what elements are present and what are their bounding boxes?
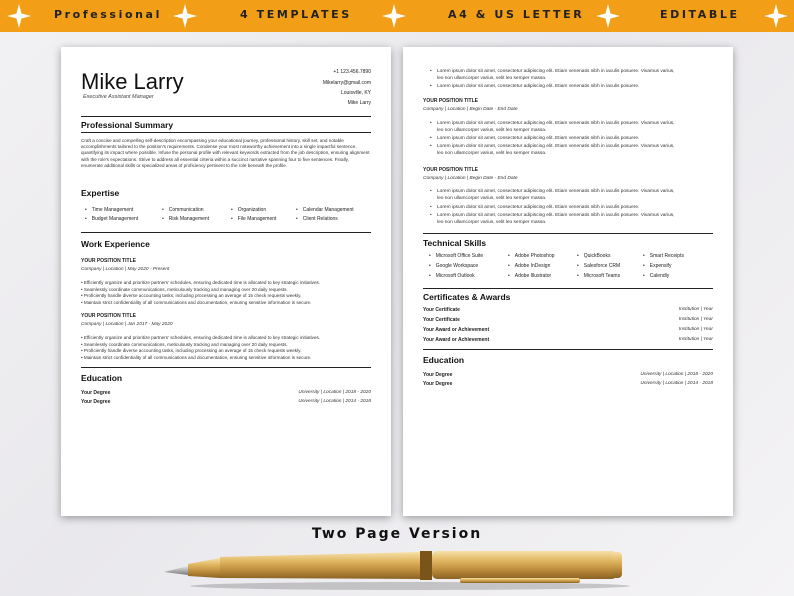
divider [81, 116, 371, 117]
bullet-line: • Lorem ipsum dolor sit amet, consectetur adipiscing elit. Etiam venenatis nibh in iaculis posuere. Vivamus varius, [437, 213, 674, 218]
skill-item: • Adobe InDesign [508, 263, 550, 269]
sparkle-icon [381, 3, 407, 29]
divider [423, 349, 713, 350]
contact-email: Mikelarry@gmail.com [322, 80, 371, 86]
education-degree: Your Degree [81, 390, 111, 396]
job-bullet: • Maintain strict confidentiality of all communications and documentation, ensuring sensitive information is secure. [81, 299, 312, 305]
bullet-continuation: leo non ullamcorper varius, velit leo semper massa. [437, 220, 547, 225]
sparkle-icon [763, 3, 789, 29]
education-heading: Education [423, 355, 465, 365]
skill-item: • QuickBooks [577, 253, 610, 259]
sparkle-icon [6, 3, 32, 29]
job-bullet: • Proficiently handle diverse accounting tasks, including processing an average of 15 check requests weekly. [81, 348, 302, 353]
resume-page-1 [61, 47, 391, 516]
job-bullet: • Maintain strict confidentiality of all communications and documentation, ensuring sensitive information is secure. [81, 354, 312, 360]
expertise-heading: Expertise [81, 188, 120, 198]
bullet-line: • Lorem ipsum dolor sit amet, consectetur adipiscing elit. Etiam venenatis nibh in iaculis posuere. Vivamus varius, [437, 69, 674, 74]
job-meta: Company | Location | Begin Date - End Date [423, 176, 518, 181]
certificate-name: Your Certificate [423, 317, 460, 323]
summary-heading: Professional Summary [81, 120, 174, 130]
resume-subtitle: Executive Assistant Manager [83, 94, 154, 100]
divider [81, 132, 371, 133]
contact-name: Mike Larry [347, 100, 371, 106]
certificates-heading: Certificates & Awards [423, 292, 511, 302]
skill-item: • Smart Receipts [643, 253, 684, 259]
contact-phone: +1 123.456.7890 [333, 69, 371, 75]
skill-item: • Adobe Photoshop [508, 253, 555, 259]
expertise-item: • Calendar Management [296, 207, 354, 213]
job-title: YOUR POSITION TITLE [423, 167, 479, 173]
job-bullet: • Proficiently handle diverse accounting tasks, including processing an average of 15 check requests weekly. [81, 293, 302, 298]
certificate-detail: Institution | Year [678, 307, 713, 312]
divider [423, 233, 713, 234]
certificate-name: Your Certificate [423, 307, 460, 313]
skill-item: • Microsoft Teams [577, 273, 620, 279]
skills-heading: Technical Skills [423, 238, 487, 248]
resume-page-2 [403, 47, 733, 516]
skill-item: • Microsoft Outlook [429, 273, 475, 279]
gold-pen-image [160, 542, 640, 592]
sparkle-icon [595, 3, 621, 29]
banner-label-editable: EDITABLE [660, 8, 740, 21]
expertise-item: • Risk Management [162, 216, 209, 222]
job-title: YOUR POSITION TITLE [81, 258, 137, 264]
bullet-continuation: leo non ullamcorper varius, velit leo semper massa. [437, 151, 547, 156]
bullet-continuation: leo non ullamcorper varius, velit leo semper massa. [437, 196, 547, 201]
expertise-item: • Time Management [85, 207, 133, 213]
bullet-line: • Lorem ipsum dolor sit amet, consectetur adipiscing elit. Etiam venenatis nibh in iaculis posuere. Vivamus varius, [437, 144, 674, 149]
version-caption: Two Page Version [311, 526, 483, 542]
banner-label-templates: 4 TEMPLATES [240, 8, 352, 21]
bullet-line: • Lorem ipsum dolor sit amet, consectetur adipiscing elit. Etiam venenatis nibh in iaculis posuere. Vivamus varius, [437, 189, 674, 194]
skill-item: • Adobe Illustrator [508, 273, 551, 279]
education-heading: Education [81, 373, 123, 383]
skill-item: • Google Workspace [429, 263, 478, 269]
skill-item: • Salesforce CRM [577, 263, 620, 269]
job-bullet: • Seamlessly coordinate communications, meticulously tracking and managing over 20 daily requests. [81, 341, 288, 347]
bullet-line: • Lorem ipsum dolor sit amet, consectetur adipiscing elit. Etiam venenatis nibh in iaculis posuere. [437, 205, 639, 210]
expertise-item: • Organization [231, 207, 266, 213]
job-meta: Company | Location | May 2020 - Present [81, 267, 170, 272]
certificate-detail: Institution | Year [678, 317, 713, 322]
bullet-continuation: leo non ullamcorper varius, velit leo semper massa. [437, 76, 547, 81]
sparkle-icon [172, 3, 198, 29]
bullet-line: • Lorem ipsum dolor sit amet, consectetur adipiscing elit. Etiam venenatis nibh in iaculis posuere. Vivamus varius, [437, 121, 674, 126]
expertise-item: • File Management [231, 216, 276, 222]
bullet-line: • Lorem ipsum dolor sit amet, consectetur adipiscing elit. Etiam venenatis nibh in iaculis posuere. [437, 136, 639, 141]
job-meta: Company | Location | Jan 2017 - May 2020 [81, 322, 173, 327]
award-detail: Institution | Year [678, 327, 713, 332]
divider [81, 232, 371, 233]
top-banner [0, 0, 794, 32]
education-degree: Your Degree [423, 372, 453, 378]
award-detail: Institution | Year [678, 337, 713, 342]
job-bullet: • Efficiently organize and prioritize partners' schedules, ensuring dedicated time is allocated to key strategic initiatives. [81, 280, 321, 285]
education-detail: University | Location | 2014 - 2018 [640, 381, 713, 386]
experience-heading: Work Experience [81, 239, 150, 249]
education-detail: University | Location | 2018 - 2020 [640, 372, 713, 377]
banner-label-professional: Professional [54, 8, 162, 21]
job-bullet: • Efficiently organize and prioritize partners' schedules, ensuring dedicated time is allocated to key strategic initiatives. [81, 335, 321, 340]
award-name: Your Award or Achievement [423, 327, 490, 333]
divider [423, 288, 713, 289]
banner-label-paper-sizes: A4 & US LETTER [448, 8, 585, 21]
expertise-item: • Client Relations [296, 216, 338, 222]
summary-text: Craft a concise and compelling self-description encompassing your educational journey, professional history, skill set, and notable accomplishments tailored to the position's requirements. Condense your most noteworthy achievement into a single impactful sentence, quantifying its impact where possible. Infuse the personal profile with relevant keywords extracted from the job description, ensuring alignment with the role's expectations. Strive to address all essential criteria within a succinct narrative spanning four to five sentences. Finally, enumerate additional skills or specialized areas of proficiency pertinent to the role beneath the profile. [81, 138, 370, 168]
divider [81, 367, 371, 368]
skill-item: • Calendly [643, 273, 669, 279]
resume-name: Mike Larry [81, 69, 184, 94]
job-meta: Company | Location | Begin Date - End Date [423, 107, 518, 112]
expertise-item: • Budget Management [85, 216, 138, 222]
bullet-continuation: leo non ullamcorper varius, velit leo semper massa. [437, 128, 547, 133]
expertise-item: • Communication [162, 207, 204, 213]
education-degree: Your Degree [423, 381, 453, 387]
skill-item: • Expensify [643, 263, 671, 269]
education-degree: Your Degree [81, 399, 111, 405]
job-title: YOUR POSITION TITLE [423, 98, 479, 104]
education-detail: University | Location | 2014 - 2018 [298, 399, 371, 404]
education-detail: University | Location | 2018 - 2020 [298, 390, 371, 395]
contact-location: Louisville, KY [340, 90, 371, 96]
award-name: Your Award or Achievement [423, 337, 490, 343]
skill-item: • Microsoft Office Suite [429, 253, 483, 259]
job-title: YOUR POSITION TITLE [81, 313, 137, 319]
bullet-line: • Lorem ipsum dolor sit amet, consectetur adipiscing elit. Etiam venenatis nibh in iaculis posuere. [437, 84, 639, 89]
job-bullet: • Seamlessly coordinate communications, meticulously tracking and managing over 20 daily requests. [81, 286, 288, 292]
